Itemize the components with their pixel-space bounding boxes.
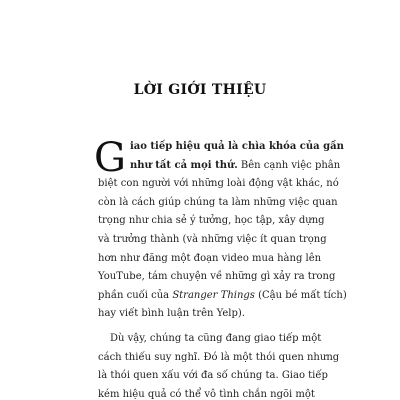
body-text (94, 135, 347, 400)
text-span: Bên cạnh việc phân (237, 159, 341, 171)
text-line: hơn như đăng một đoạn video mua hàng lên (98, 252, 322, 264)
text-line (98, 287, 347, 306)
text-line: hay viết bình luận trên Yelp). (98, 308, 245, 320)
text-line: trọng như chia sẻ ý tưởng, học tập, xây dựng (98, 215, 325, 227)
text-span: (Cậu bé mất tích) (254, 289, 347, 301)
text-span: phần cuối của (98, 289, 173, 301)
paragraph-1 (94, 135, 347, 324)
drop-cap: G (94, 135, 126, 181)
paragraph-2 (98, 330, 340, 400)
text-line (98, 157, 341, 176)
emphasis-text: như tất cả mọi thứ. (130, 159, 238, 171)
text-line: còn là cách giúp chúng ta làm những việc quan (98, 196, 338, 208)
text-line: và trưởng thành (và những việc ít quan trọng (98, 233, 327, 245)
text-line: biệt con người với những loài động vật khác, nó (98, 178, 339, 190)
text-line: kém hiệu quả có thể vô tình chắn ngõi một (98, 388, 315, 400)
text-line: YouTube, tám chuyện về những gì xảy ra trong (98, 271, 336, 283)
text-line: là thói quen xấu với đa số chúng ta. Giao tiếp (98, 370, 328, 382)
title-italic: Stranger Things (172, 289, 255, 301)
text-line (98, 138, 344, 157)
text-line: cách thiếu suy nghĩ. Đó là một thói quen nhưng (98, 351, 340, 363)
text-line: Dù vậy, chúng ta cũng đang giao tiếp một (110, 332, 322, 344)
chapter-heading: LỜI GIỚI THIỆU (133, 82, 267, 98)
emphasis-text: iao tiếp hiệu quả là chìa khóa của gần (130, 141, 344, 152)
